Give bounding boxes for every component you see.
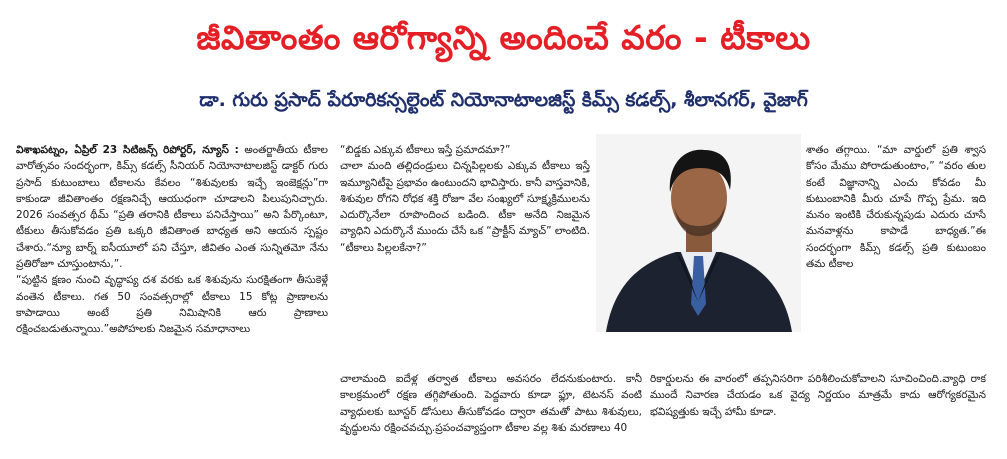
article-column-2 — [340, 142, 590, 256]
paragraph: చాలామంది ఐదేళ్ల తర్వాత టీకాలు అవసరం లేదనుకుంటారు. కానీ కాలక్రమంలో రక్షణ తగ్గిపోతుంది. పెద్దవారు కూడా ఫ్లూ, టెటనస్ వంటి వ్యాధులకు బూస్టర్ డోసులు తీసుకోవడం ద్వారా తమతో పాటు శిశువులు, వృద్ధులను రక్షించవచ్చు.ప్రపంచవ్యాప్తంగా టీకాల వల్ల శిశు మరణాలు 40 — [340, 373, 642, 434]
article-column-1 — [16, 142, 328, 338]
paragraph: రికార్డులను ఈ వారంలో తప్పనిసరిగా పరిశీలించుకోవాలని సూచించింది.వ్యాధి రాక ముందే నివారణ చేయడం ఒక వైద్య నిర్ణయం మాత్రమే కాదు ఆరోగ్యకరమైన భవిష్యత్తుకు ఇచ్చే హామీ కూడా. — [650, 373, 986, 418]
article-column-2-continued — [340, 371, 642, 436]
paragraph: “పుట్టిన క్షణం నుంచి వృద్ధాప్య దశ వరకు ఒక శిశువును సురక్షితంగా తీసుకెళ్లే వంతెన టీకాలు. గత 50 సంవత్సరాల్లో టీకాలు 15 కోట్ల ప్రాణాలను కాపాడాయి అంటే ప్రతి నిమిషానికి ఆరు ప్రాణాలు రక్షించబడుతున్నాయి.”అపోహలకు నిజమైన సమాధానాలు — [16, 274, 328, 336]
paragraph: శాతం తగ్గాయి. “మా వార్డులో ప్రతి శ్వాస కోసం మేము పోరాడుతుంటాం,” “వరం తుల కంటే విజ్ఞానాన్ని ఎంచు కోవడం మీ కుటుంబానికి మీరు చూపే గొప్ప ప్రేమ. ఇది మనం ఇంటికి చేరుకున్నపుడు ఎదురు చూసే మనవాళ్లను కాపాడే బాధ్యత.”ఈ సందర్భంగా కిమ్స్ కడల్స్ ప్రతి కుటుంబం తమ టీకాల — [806, 144, 986, 271]
subhead-byline: డా. గురు ప్రసాద్ పేరూరికన్సల్టెంట్ నియోనాటాలజిస్ట్ కిమ్స్ కడల్స్, శీలానగర్, వైజాగ్ — [199, 89, 808, 111]
doctor-photo — [596, 134, 801, 332]
article-column-3-continued — [650, 371, 986, 420]
paragraph: అంతర్జాతీయ టీకాల వారోత్సవం సందర్భంగా, కిమ్స్ కడల్స్ సీనియర్ నియోనాటాలజిస్ట్ డాక్టర్ గురు ప్రసాద్ కుటుంబాలు టీకాలను కేవలం “శిశువులకు ఇచ్చే ఇంజెక్షన్లు”గా కాకుండా జీవితాంతం రక్షణనిచ్చే ఆయుధంగా చూడాలని పిలుపునిచ్చారు. 2026 సంవత్సర థీమ్ “ప్రతి తరానికి టీకాలు పనిచేస్తాయి” అని పేర్కొంటూ, టీకులు తీసుకోవడం ప్రతి ఒక్కరి జీవితాంత బాధ్యత అని ఆయన స్పష్టం చేశారు.“న్యూ బార్న్ ఐసీయూలో పని చేస్తూ, జీవితం ఎంత సున్నితమో నేను ప్రతిరోజూ చూస్తుంటాను,”. — [16, 144, 328, 271]
dateline: విశాఖపట్నం, ఏప్రిల్ 23 సిటిజన్స్ రిపోర్టర్, న్యూస్ : — [16, 144, 239, 156]
paragraph: చాలా మంది తల్లిదండ్రులు చిన్నపిల్లలకు ఎక్కువ టీకాలు ఇస్తే ఇమ్యూనిటీపై ప్రభావం ఉంటుందని భావిస్తారు. కానీ వాస్తవానికి, శిశువుల రోగని రోధక శక్తి రోజూ వేల సంఖ్యలో సూక్ష్మక్రిములను ఎదుర్కొనేలా రూపొందించ బడింది. టీకా అనేది నిజమైన వ్యాధిని ఎదుర్కొనే ముందు చేసే ఒక “ప్రాక్టీస్ మ్యాచ్” లాంటిది. — [340, 160, 591, 238]
question-heading: “టీకాలు పిల్లలకేనా?” — [340, 241, 427, 254]
portrait-image — [596, 134, 801, 332]
article-column-3 — [806, 142, 986, 272]
headline: జీవితాంతం ఆరోగ్యాన్ని అందించే వరం - టీకాలు — [196, 18, 811, 57]
question-heading: “బిడ్డకు ఎక్కువ టీకాలు ఇస్తే ప్రమాదమా?” — [340, 144, 511, 156]
